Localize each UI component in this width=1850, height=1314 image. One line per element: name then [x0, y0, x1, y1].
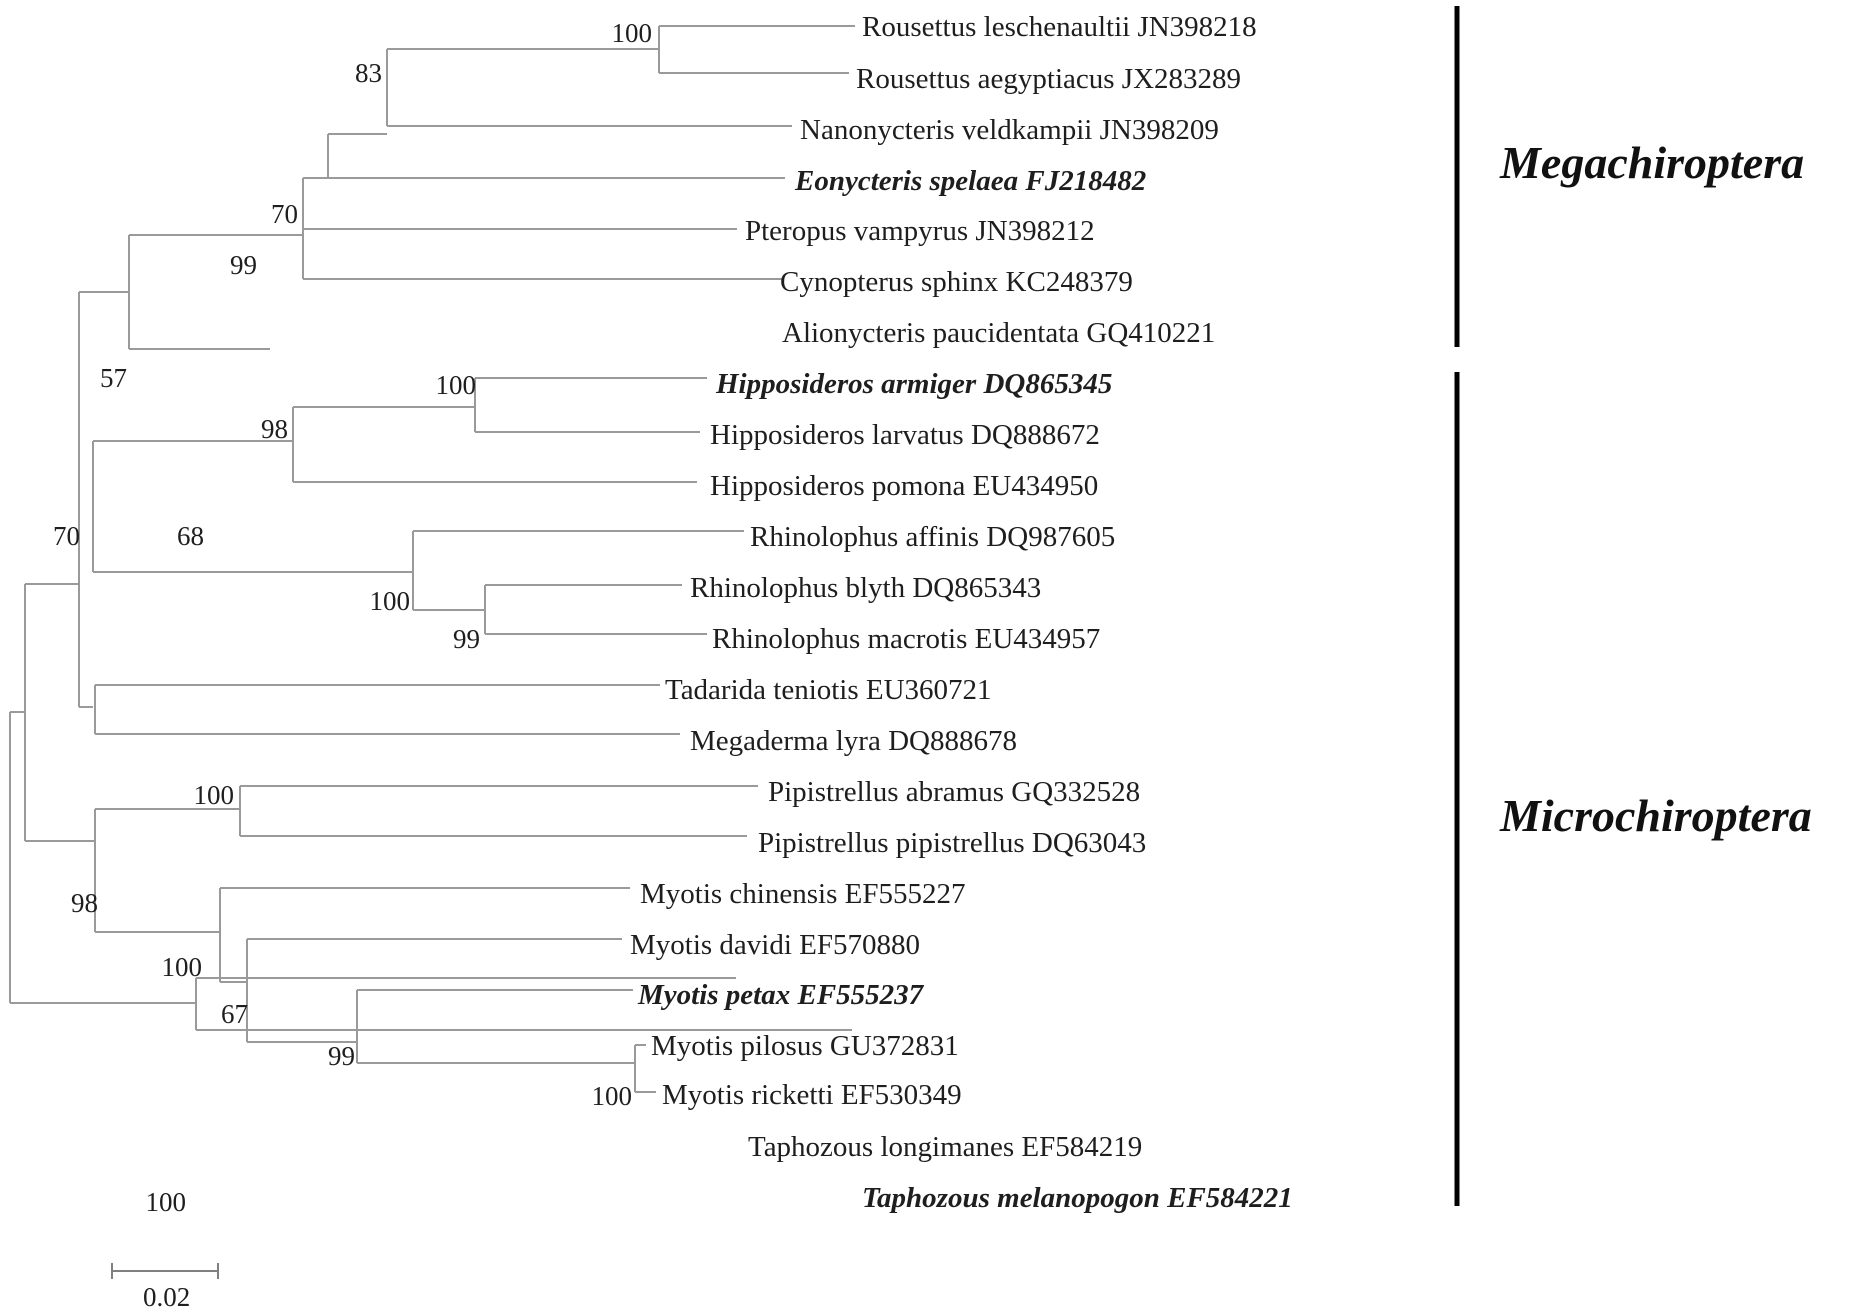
taxon-label: Myotis ricketti EF530349: [662, 1079, 962, 1111]
taxon-label: Pipistrellus pipistrellus DQ63043: [758, 827, 1147, 859]
taxon-label: Myotis davidi EF570880: [630, 929, 921, 961]
bootstrap-value: 100: [369, 586, 410, 616]
taxon-label: Hipposideros larvatus DQ888672: [710, 419, 1100, 451]
bootstrap-value: 99: [328, 1041, 355, 1071]
taxon-label: Myotis chinensis EF555227: [640, 878, 966, 910]
bootstrap-value: 70: [53, 521, 80, 551]
bootstrap-value: 100: [161, 952, 202, 982]
bootstrap-value: 70: [271, 199, 298, 229]
microchiroptera-label: Microchiroptera: [1500, 790, 1812, 841]
taxon-label: Rousettus aegyptiacus JX283289: [856, 63, 1242, 95]
bootstrap-value: 100: [611, 18, 652, 48]
taxon-labels: [630, 11, 1293, 1214]
taxon-label: Taphozous melanopogon EF584221: [862, 1182, 1293, 1214]
megachiroptera-label: Megachiroptera: [1500, 137, 1805, 188]
bootstrap-value: 100: [591, 1081, 632, 1111]
taxon-label: Myotis petax EF555237: [638, 979, 924, 1011]
taxon-label: Hipposideros armiger DQ865345: [716, 368, 1113, 400]
group-annotations: [1457, 6, 1812, 1206]
taxon-label: Rhinolophus macrotis EU434957: [712, 623, 1101, 655]
support-values: [53, 18, 652, 1217]
bootstrap-value: 99: [230, 250, 257, 280]
taxon-label: Taphozous longimanes EF584219: [748, 1131, 1143, 1163]
bootstrap-value: 98: [261, 414, 288, 444]
taxon-label: Nanonycteris veldkampii JN398209: [800, 114, 1219, 146]
bootstrap-value: 99: [453, 624, 480, 654]
taxon-label: Eonycteris spelaea FJ218482: [795, 165, 1147, 197]
taxon-label: Pteropus vampyrus JN398212: [745, 215, 1095, 247]
taxon-label: Pipistrellus abramus GQ332528: [768, 776, 1141, 808]
taxon-label: Myotis pilosus GU372831: [651, 1030, 959, 1062]
bootstrap-value: 67: [221, 999, 248, 1029]
taxon-label: Tadarida teniotis EU360721: [665, 674, 992, 706]
taxon-label: Alionycteris paucidentata GQ410221: [782, 317, 1216, 349]
bootstrap-value: 57: [100, 363, 127, 393]
bootstrap-value: 68: [177, 521, 204, 551]
scale-bar: [112, 1263, 218, 1312]
taxon-label: Cynopterus sphinx KC248379: [780, 266, 1133, 298]
bootstrap-value: 100: [435, 370, 476, 400]
taxon-label: Rhinolophus blyth DQ865343: [690, 572, 1042, 604]
taxon-label: Megaderma lyra DQ888678: [690, 725, 1017, 757]
bootstrap-value: 98: [71, 888, 98, 918]
bootstrap-value: 100: [193, 780, 234, 810]
taxon-label: Hipposideros pomona EU434950: [710, 470, 1099, 502]
bootstrap-value: 100: [145, 1187, 186, 1217]
taxon-label: Rousettus leschenaultii JN398218: [862, 11, 1257, 43]
taxon-label: Rhinolophus affinis DQ987605: [750, 521, 1116, 553]
scale-bar-label: 0.02: [143, 1282, 191, 1312]
bootstrap-value: 83: [355, 58, 382, 88]
